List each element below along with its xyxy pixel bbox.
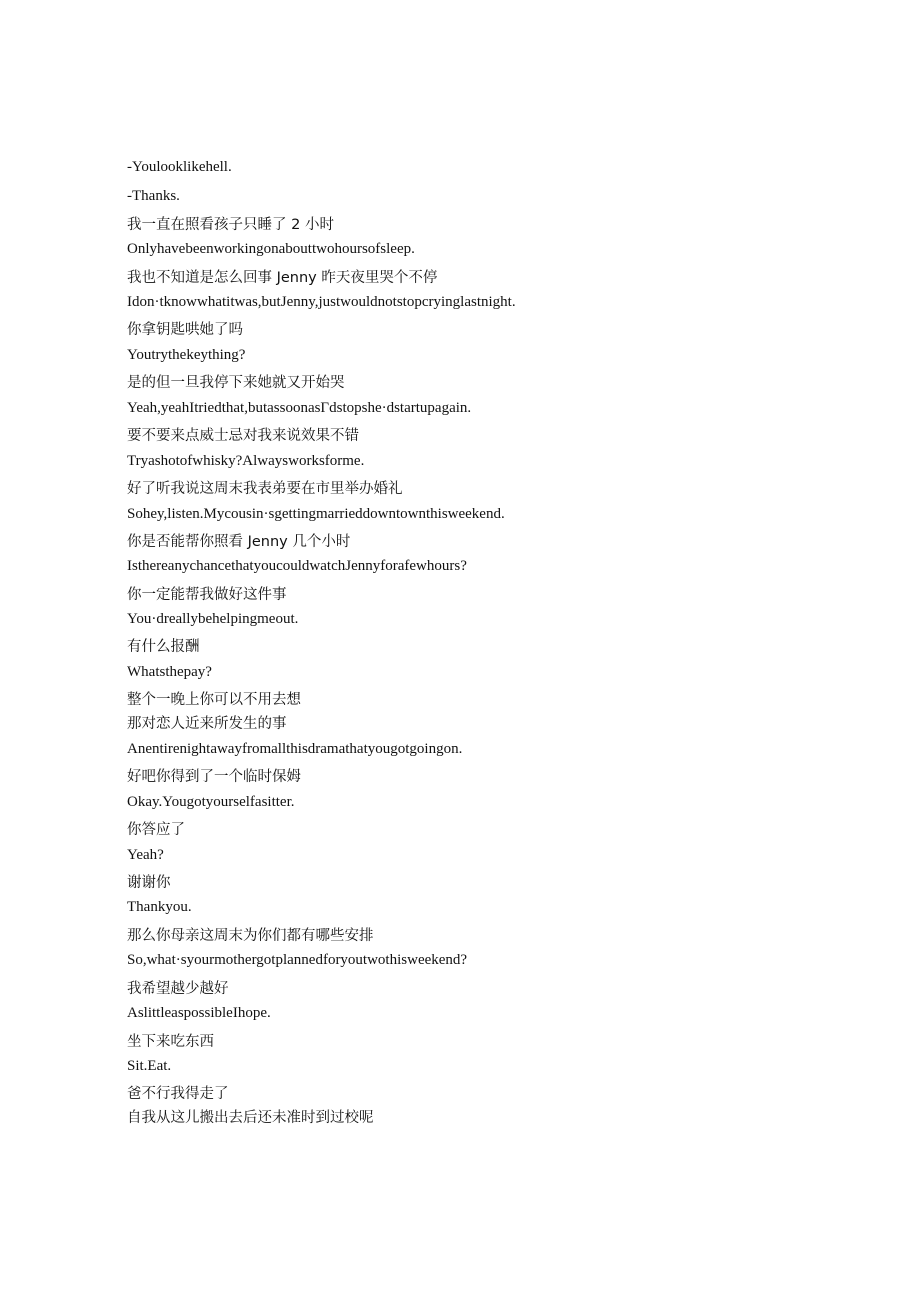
text-line: Whatsthepay? [127,664,212,680]
text-line: So,what·syourmothergotplannedforyoutwothisweekend? [127,952,468,968]
text-line: 你一定能帮我做好这件事 [127,587,287,603]
text-line: 那么你母亲这周末为你们都有哪些安排 [127,928,374,944]
text-line: 好了听我说这周末我表弟要在市里举办婚礼 [127,481,403,497]
text-line: 你是否能帮你照看 Jenny 几个小时 [127,534,351,550]
text-line: IsthereanychancethatyoucouldwatchJennyforafewhours? [127,558,467,574]
text-line: Sohey,listen.Mycousin·sgettingmarrieddowntownthisweekend. [127,506,505,522]
text-line: 那对恋人近来所发生的事 [127,716,287,732]
text-line: 整个一晚上你可以不用去想 [127,692,301,708]
text-line: -Youlooklikehell. [127,159,232,175]
text-line: Anentirenightawayfromallthisdramathatyougotgoingon. [127,741,463,757]
text-line: 我希望越少越好 [127,981,229,997]
text-line: 谢谢你 [127,875,171,891]
text-line: Yeah,yeahItriedthat,butassoonasΓdstopshe·dstartupagain. [127,400,472,416]
text-line: You·dreallybehelpingmeout. [127,611,299,627]
text-line: 我也不知道是怎么回事 Jenny 昨天夜里哭个不停 [127,270,438,286]
text-line: 爸不行我得走了 [127,1086,229,1102]
text-line: 我一直在照看孩子只睡了 2 小时 [127,217,334,233]
text-line: Thankyou. [127,899,192,915]
text-line: Okay.Yougotyourselfasitter. [127,794,295,810]
text-line: 你答应了 [127,822,185,838]
text-line: Onlyhavebeenworkingonabouttwohoursofsleep. [127,241,415,257]
text-line: Tryashotofwhisky?Alwaysworksforme. [127,453,365,469]
text-line: 有什么报酬 [127,639,200,655]
text-line: 好吧你得到了一个临时保姆 [127,769,301,785]
text-line: AslittleaspossibleIhope. [127,1005,271,1021]
text-line: Yeah? [127,847,164,863]
text-line: -Thanks. [127,188,180,204]
text-line: Sit.Eat. [127,1058,172,1074]
text-line: 自我从这儿搬出去后还未准时到过校呢 [127,1110,374,1126]
text-line: 你拿钥匙哄她了吗 [127,322,243,338]
text-line: 坐下来吃东西 [127,1034,214,1050]
text-line: 要不要来点威士忌对我来说效果不错 [127,428,359,444]
text-line: 是的但一旦我停下来她就又开始哭 [127,375,345,391]
text-line: Youtrythekeything? [127,347,246,363]
text-line: Idon·tknowwhatitwas,butJenny,justwouldnotstopcryinglastnight. [127,294,516,310]
